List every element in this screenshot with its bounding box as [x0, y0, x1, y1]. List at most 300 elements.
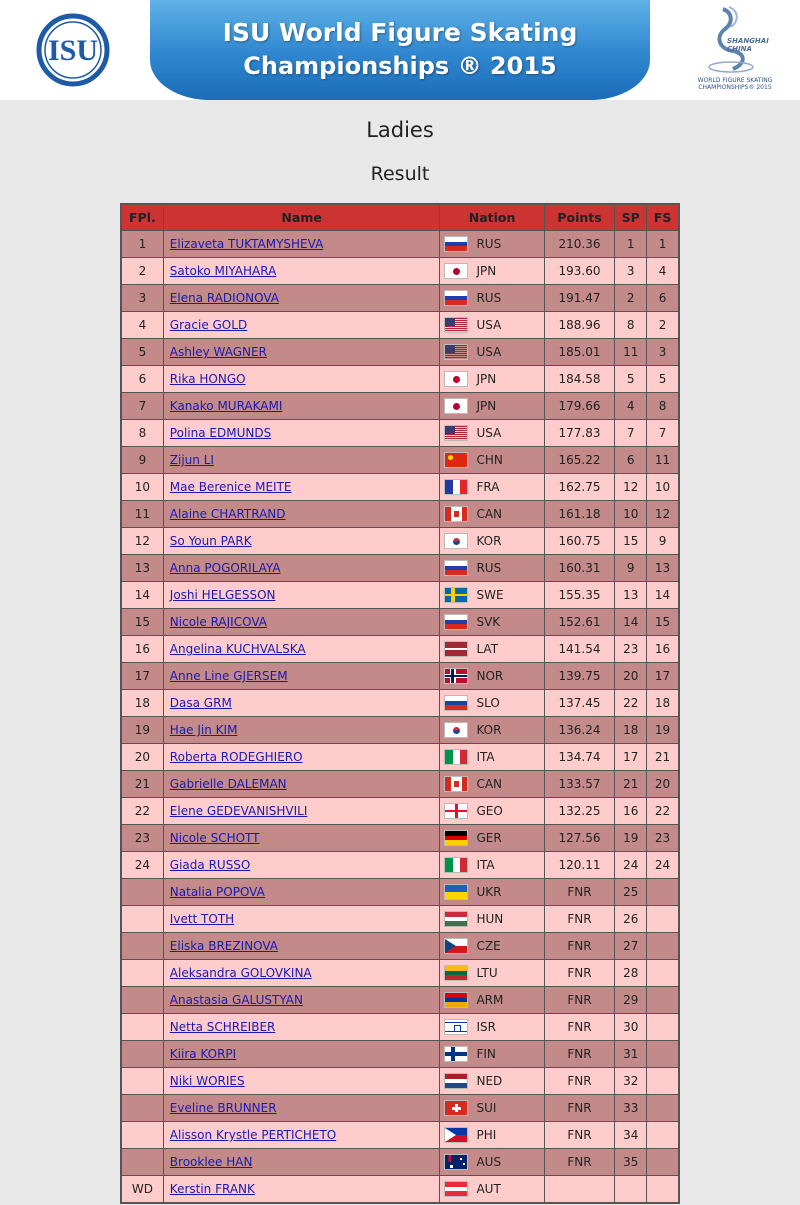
- skater-name-link[interactable]: So Youn PARK: [169, 534, 252, 548]
- skater-name-link[interactable]: Joshi HELGESSON: [169, 588, 276, 602]
- flag-icon: [444, 1073, 468, 1089]
- table-row: [121, 258, 679, 285]
- table-row: [121, 771, 679, 798]
- skater-name-link[interactable]: Angelina KUCHVALSKA: [169, 642, 306, 656]
- table-row: [121, 285, 679, 312]
- flag-icon: [444, 830, 468, 846]
- nation-code: UKR: [476, 885, 502, 899]
- nation-code: SUI: [476, 1101, 497, 1115]
- cell-nation: [440, 852, 544, 879]
- cell-nation: [440, 987, 544, 1014]
- flag-icon: [444, 560, 468, 576]
- table-row: [121, 663, 679, 690]
- table-row: [121, 1014, 679, 1041]
- skater-name-link[interactable]: Zijun LI: [169, 453, 214, 467]
- cell-sp: 8: [615, 312, 647, 339]
- skater-name-link[interactable]: Eliska BREZINOVA: [169, 939, 278, 953]
- nation-code: ITA: [476, 750, 495, 764]
- flag-icon: [444, 425, 468, 441]
- nation-code: CHN: [476, 453, 503, 467]
- cell-sp: 17: [615, 744, 647, 771]
- cell-name: [163, 474, 440, 501]
- skater-name-link[interactable]: Ivett TOTH: [169, 912, 235, 926]
- cell-sp: 32: [615, 1068, 647, 1095]
- cell-fpl: 22: [121, 798, 163, 825]
- nation-code: FIN: [476, 1047, 496, 1061]
- table-row: [121, 393, 679, 420]
- cell-nation: [440, 231, 544, 258]
- cell-points: 152.61: [544, 609, 615, 636]
- flag-icon: [444, 749, 468, 765]
- cell-fs: 14: [647, 582, 679, 609]
- cell-fs: [647, 1176, 679, 1204]
- cell-fpl: [121, 1095, 163, 1122]
- cell-nation: [440, 1041, 544, 1068]
- cell-fs: 9: [647, 528, 679, 555]
- cell-nation: [440, 555, 544, 582]
- cell-fs: 24: [647, 852, 679, 879]
- table-row: [121, 609, 679, 636]
- cell-fpl: [121, 1041, 163, 1068]
- nation-code: CAN: [476, 507, 503, 521]
- nation-code: SWE: [476, 588, 504, 602]
- flag-icon: [444, 884, 468, 900]
- table-row: [121, 852, 679, 879]
- cell-fs: 3: [647, 339, 679, 366]
- cell-fs: 19: [647, 717, 679, 744]
- skater-name-link[interactable]: Kerstin FRANK: [169, 1182, 255, 1196]
- skater-name-link[interactable]: Elena RADIONOVA: [169, 291, 280, 305]
- cell-nation: [440, 879, 544, 906]
- cell-points: FNR: [544, 1122, 615, 1149]
- event-logo-caption: [675, 77, 795, 91]
- cell-name: [163, 1122, 440, 1149]
- cell-nation: [440, 339, 544, 366]
- flag-icon: [444, 1046, 468, 1062]
- isu-logo[interactable]: [36, 13, 110, 87]
- cell-sp: 18: [615, 717, 647, 744]
- cell-fpl: 5: [121, 339, 163, 366]
- cell-fs: [647, 960, 679, 987]
- table-row: [121, 528, 679, 555]
- skater-name-link[interactable]: Kiira KORPI: [169, 1047, 237, 1061]
- cell-fpl: 23: [121, 825, 163, 852]
- cell-fs: 8: [647, 393, 679, 420]
- cell-fs: 16: [647, 636, 679, 663]
- cell-sp: 23: [615, 636, 647, 663]
- cell-nation: [440, 717, 544, 744]
- skater-name-link[interactable]: Polina EDMUNDS: [169, 426, 272, 440]
- cell-points: FNR: [544, 960, 615, 987]
- skater-name-link[interactable]: Brooklee HAN: [169, 1155, 253, 1169]
- cell-points: 162.75: [544, 474, 615, 501]
- cell-nation: [440, 474, 544, 501]
- cell-fpl: 19: [121, 717, 163, 744]
- cell-fpl: 13: [121, 555, 163, 582]
- cell-points: FNR: [544, 1068, 615, 1095]
- skater-name-link[interactable]: Netta SCHREIBER: [169, 1020, 276, 1034]
- cell-fpl: 15: [121, 609, 163, 636]
- table-row: [121, 501, 679, 528]
- flag-icon: [444, 263, 468, 279]
- cell-sp: 30: [615, 1014, 647, 1041]
- skater-name-link[interactable]: Giada RUSSO: [169, 858, 251, 872]
- cell-nation: [440, 906, 544, 933]
- cell-points: FNR: [544, 933, 615, 960]
- table-row: [121, 1149, 679, 1176]
- nation-code: USA: [476, 318, 502, 332]
- table-row: [121, 744, 679, 771]
- cell-sp: 35: [615, 1149, 647, 1176]
- cell-sp: 2: [615, 285, 647, 312]
- skater-name-link[interactable]: Elizaveta TUKTAMYSHEVA: [169, 237, 324, 251]
- cell-name: [163, 933, 440, 960]
- cell-nation: [440, 744, 544, 771]
- table-row: [121, 420, 679, 447]
- page-title: Ladies: [366, 118, 434, 142]
- cell-nation: [440, 258, 544, 285]
- cell-fpl: 24: [121, 852, 163, 879]
- table-row: [121, 582, 679, 609]
- page-subtitle: Result: [370, 163, 430, 185]
- cell-sp: 5: [615, 366, 647, 393]
- cell-points: 127.56: [544, 825, 615, 852]
- nation-code: HUN: [476, 912, 504, 926]
- table-row: [121, 933, 679, 960]
- cell-nation: [440, 1176, 544, 1204]
- cell-sp: 6: [615, 447, 647, 474]
- cell-fpl: 6: [121, 366, 163, 393]
- table-row: [121, 231, 679, 258]
- cell-fs: 15: [647, 609, 679, 636]
- nation-code: RUS: [476, 237, 502, 251]
- nation-code: GER: [476, 831, 502, 845]
- column-header-fpl: FPl.: [121, 204, 163, 231]
- column-header-name: Name: [163, 204, 440, 231]
- nation-code: CZE: [476, 939, 501, 953]
- cell-name: [163, 1068, 440, 1095]
- cell-sp: 27: [615, 933, 647, 960]
- skater-name-link[interactable]: Rika HONGO: [169, 372, 246, 386]
- skater-name-link[interactable]: Ashley WAGNER: [169, 345, 267, 359]
- cell-sp: 26: [615, 906, 647, 933]
- cell-fs: 6: [647, 285, 679, 312]
- flag-icon: [444, 776, 468, 792]
- cell-sp: 1: [615, 231, 647, 258]
- cell-points: 132.25: [544, 798, 615, 825]
- nation-code: JPN: [476, 399, 497, 413]
- banner-title-line1: ISU World Figure Skating: [222, 18, 578, 47]
- cell-sp: 14: [615, 609, 647, 636]
- skater-name-link[interactable]: Roberta RODEGHIERO: [169, 750, 303, 764]
- cell-name: [163, 528, 440, 555]
- skater-name-link[interactable]: Anna POGORILAYA: [169, 561, 281, 575]
- cell-sp: 29: [615, 987, 647, 1014]
- cell-fpl: 3: [121, 285, 163, 312]
- cell-name: [163, 852, 440, 879]
- cell-name: [163, 906, 440, 933]
- skater-name-link[interactable]: Mae Berenice MEITE: [169, 480, 292, 494]
- cell-sp: 11: [615, 339, 647, 366]
- cell-fpl: [121, 1068, 163, 1095]
- cell-nation: [440, 582, 544, 609]
- isu-logo-text: ISU: [47, 34, 99, 67]
- flag-icon: [444, 587, 468, 603]
- nation-code: JPN: [476, 372, 497, 386]
- column-header-fs: FS: [647, 204, 679, 231]
- cell-sp: 31: [615, 1041, 647, 1068]
- cell-nation: [440, 366, 544, 393]
- cell-fs: [647, 933, 679, 960]
- skater-name-link[interactable]: Kanako MURAKAMI: [169, 399, 283, 413]
- skater-name-link[interactable]: Nicole RAJICOVA: [169, 615, 267, 629]
- cell-fpl: 4: [121, 312, 163, 339]
- cell-name: [163, 663, 440, 690]
- flag-icon: [444, 371, 468, 387]
- flag-icon: [444, 722, 468, 738]
- cell-name: [163, 339, 440, 366]
- cell-nation: [440, 312, 544, 339]
- cell-nation: [440, 1095, 544, 1122]
- nation-code: JPN: [476, 264, 497, 278]
- table-row: [121, 1176, 679, 1204]
- cell-sp: 28: [615, 960, 647, 987]
- cell-fs: 22: [647, 798, 679, 825]
- cell-fs: 18: [647, 690, 679, 717]
- cell-name: [163, 555, 440, 582]
- cell-sp: 20: [615, 663, 647, 690]
- skater-name-link[interactable]: Hae Jin KIM: [169, 723, 238, 737]
- cell-fs: 11: [647, 447, 679, 474]
- cell-fs: 4: [647, 258, 679, 285]
- cell-points: 155.35: [544, 582, 615, 609]
- event-logo-city: SHANGHAI CHINA: [727, 37, 769, 53]
- skater-name-link[interactable]: Anne Line GJERSEM: [169, 669, 288, 683]
- cell-points: FNR: [544, 1095, 615, 1122]
- flag-icon: [444, 506, 468, 522]
- page-header: [0, 0, 800, 100]
- nation-code: NED: [476, 1074, 503, 1088]
- cell-fs: 20: [647, 771, 679, 798]
- cell-nation: [440, 960, 544, 987]
- cell-fpl: [121, 879, 163, 906]
- cell-sp: 4: [615, 393, 647, 420]
- cell-name: [163, 1095, 440, 1122]
- cell-points: 191.47: [544, 285, 615, 312]
- cell-points: 136.24: [544, 717, 615, 744]
- cell-sp: 22: [615, 690, 647, 717]
- nation-code: SLO: [476, 696, 500, 710]
- nation-code: AUT: [476, 1182, 501, 1196]
- cell-sp: 34: [615, 1122, 647, 1149]
- cell-points: 133.57: [544, 771, 615, 798]
- flag-icon: [444, 857, 468, 873]
- cell-fs: [647, 1068, 679, 1095]
- flag-icon: [444, 290, 468, 306]
- table-row: [121, 717, 679, 744]
- skater-name-link[interactable]: Natalia POPOVA: [169, 885, 265, 899]
- cell-nation: [440, 663, 544, 690]
- table-row: [121, 798, 679, 825]
- nation-code: PHI: [476, 1128, 497, 1142]
- cell-fs: 17: [647, 663, 679, 690]
- cell-points: 165.22: [544, 447, 615, 474]
- cell-nation: [440, 1122, 544, 1149]
- cell-fpl: [121, 906, 163, 933]
- nation-code: KOR: [476, 534, 502, 548]
- skater-name-link[interactable]: Niki WORIES: [169, 1074, 245, 1088]
- column-header-nation: Nation: [440, 204, 544, 231]
- table-row: [121, 1095, 679, 1122]
- skater-name-link[interactable]: Eveline BRUNNER: [169, 1101, 277, 1115]
- cell-name: [163, 825, 440, 852]
- table-header-row: [121, 204, 679, 231]
- table-row: [121, 636, 679, 663]
- cell-fpl: 18: [121, 690, 163, 717]
- cell-fs: [647, 1149, 679, 1176]
- cell-name: [163, 1014, 440, 1041]
- table-row: [121, 1041, 679, 1068]
- skater-name-link[interactable]: Anastasia GALUSTYAN: [169, 993, 303, 1007]
- cell-sp: [615, 1176, 647, 1204]
- cell-points: 120.11: [544, 852, 615, 879]
- skater-name-link[interactable]: Alaine CHARTRAND: [169, 507, 286, 521]
- cell-nation: [440, 528, 544, 555]
- cell-points: 185.01: [544, 339, 615, 366]
- cell-sp: 13: [615, 582, 647, 609]
- cell-fs: [647, 906, 679, 933]
- cell-name: [163, 1149, 440, 1176]
- cell-name: [163, 420, 440, 447]
- flag-icon: [444, 803, 468, 819]
- cell-fs: 13: [647, 555, 679, 582]
- cell-fpl: 2: [121, 258, 163, 285]
- nation-code: LTU: [476, 966, 498, 980]
- cell-name: [163, 366, 440, 393]
- cell-name: [163, 987, 440, 1014]
- cell-fpl: [121, 1014, 163, 1041]
- cell-fpl: [121, 933, 163, 960]
- cell-points: 161.18: [544, 501, 615, 528]
- table-row: [121, 879, 679, 906]
- cell-nation: [440, 501, 544, 528]
- cell-name: [163, 231, 440, 258]
- nation-code: USA: [476, 345, 502, 359]
- cell-sp: 24: [615, 852, 647, 879]
- table-row: [121, 690, 679, 717]
- cell-points: FNR: [544, 987, 615, 1014]
- cell-fs: [647, 1122, 679, 1149]
- cell-points: FNR: [544, 1041, 615, 1068]
- nation-code: GEO: [476, 804, 503, 818]
- cell-name: [163, 960, 440, 987]
- cell-fpl: [121, 987, 163, 1014]
- skater-name-link[interactable]: Elene GEDEVANISHVILI: [169, 804, 308, 818]
- flag-icon: [444, 992, 468, 1008]
- event-logo: [675, 5, 795, 97]
- event-logo-line2: CHAMPIONSHIPS® 2015: [698, 84, 772, 91]
- cell-fs: 5: [647, 366, 679, 393]
- cell-fpl: 14: [121, 582, 163, 609]
- cell-points: 160.75: [544, 528, 615, 555]
- cell-nation: [440, 636, 544, 663]
- cell-fpl: WD: [121, 1176, 163, 1204]
- cell-points: 141.54: [544, 636, 615, 663]
- cell-name: [163, 798, 440, 825]
- cell-sp: 12: [615, 474, 647, 501]
- cell-fs: 12: [647, 501, 679, 528]
- column-header-sp: SP: [615, 204, 647, 231]
- skater-name-link[interactable]: Alisson Krystle PERTICHETO: [169, 1128, 337, 1142]
- nation-code: USA: [476, 426, 502, 440]
- cell-name: [163, 1176, 440, 1204]
- table-row: [121, 987, 679, 1014]
- nation-code: ISR: [476, 1020, 496, 1034]
- cell-name: [163, 447, 440, 474]
- skater-name-link[interactable]: Gabrielle DALEMAN: [169, 777, 287, 791]
- cell-name: [163, 771, 440, 798]
- flag-icon: [444, 668, 468, 684]
- cell-fpl: 1: [121, 231, 163, 258]
- cell-name: [163, 258, 440, 285]
- cell-nation: [440, 690, 544, 717]
- cell-name: [163, 501, 440, 528]
- nation-code: ITA: [476, 858, 495, 872]
- cell-nation: [440, 933, 544, 960]
- cell-fs: 2: [647, 312, 679, 339]
- nation-code: FRA: [476, 480, 500, 494]
- flag-icon: [444, 614, 468, 630]
- cell-fs: 23: [647, 825, 679, 852]
- cell-fpl: 7: [121, 393, 163, 420]
- table-row: [121, 1068, 679, 1095]
- flag-icon: [444, 398, 468, 414]
- column-header-points: Points: [544, 204, 615, 231]
- cell-fpl: 16: [121, 636, 163, 663]
- flag-icon: [444, 317, 468, 333]
- cell-points: 184.58: [544, 366, 615, 393]
- cell-fpl: 20: [121, 744, 163, 771]
- cell-points: FNR: [544, 1014, 615, 1041]
- cell-fs: [647, 1095, 679, 1122]
- cell-sp: 10: [615, 501, 647, 528]
- cell-points: 139.75: [544, 663, 615, 690]
- cell-fpl: 17: [121, 663, 163, 690]
- cell-name: [163, 744, 440, 771]
- nation-code: SVK: [476, 615, 501, 629]
- cell-fs: [647, 1014, 679, 1041]
- table-row: [121, 960, 679, 987]
- skater-name-link[interactable]: Gracie GOLD: [169, 318, 248, 332]
- flag-icon: [444, 344, 468, 360]
- skater-name-link[interactable]: Dasa GRM: [169, 696, 232, 710]
- table-row: [121, 312, 679, 339]
- skater-name-link[interactable]: Satoko MIYAHARA: [169, 264, 277, 278]
- skater-name-link[interactable]: Nicole SCHOTT: [169, 831, 260, 845]
- table-row: [121, 447, 679, 474]
- skater-name-link[interactable]: Aleksandra GOLOVKINA: [169, 966, 312, 980]
- flag-icon: [444, 1127, 468, 1143]
- cell-points: FNR: [544, 1149, 615, 1176]
- nation-code: LAT: [476, 642, 499, 656]
- cell-nation: [440, 609, 544, 636]
- cell-name: [163, 582, 440, 609]
- cell-nation: [440, 393, 544, 420]
- cell-points: [544, 1176, 615, 1204]
- cell-points: 134.74: [544, 744, 615, 771]
- cell-points: 137.45: [544, 690, 615, 717]
- flag-icon: [444, 641, 468, 657]
